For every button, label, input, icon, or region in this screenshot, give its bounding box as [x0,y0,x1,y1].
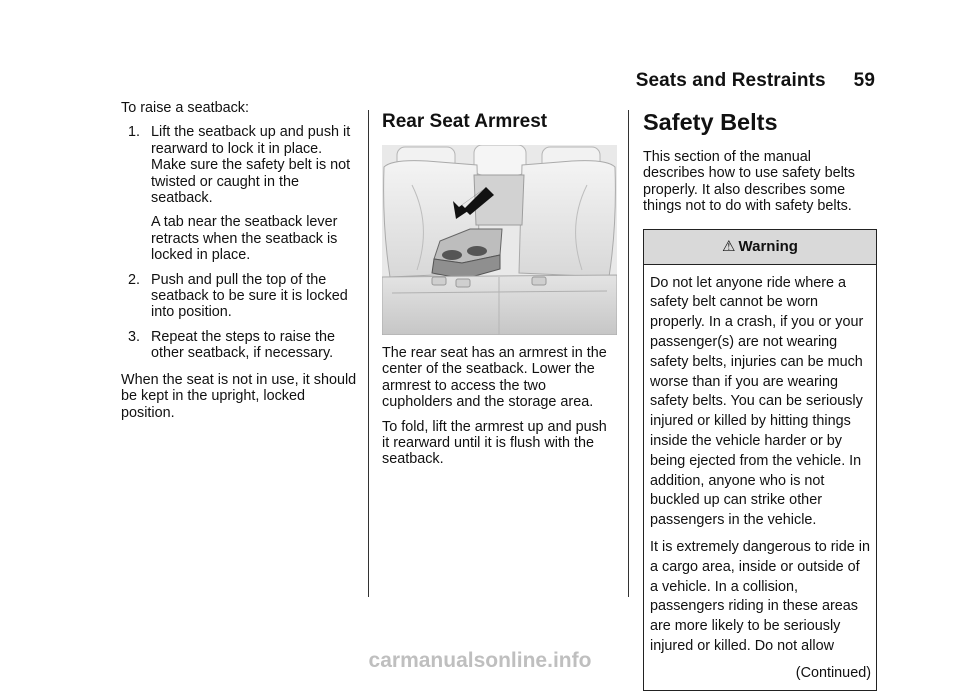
column-left [121,100,361,429]
page-number: 59 [853,70,875,91]
step-text: Lift the seatback up and push it rearward to lock it in place. Make sure the safety belt is not twisted or caught in the seatback. [151,124,351,207]
warning-paragraph: It is extremely dangerous to ride in a cargo area, inside or outside of a vehicle. In a collision, passengers riding in these areas are more likely to be seriously injured or killed. Do not allow [650,538,870,654]
list-item [121,329,361,362]
warning-box [643,229,877,691]
column-divider [628,110,629,597]
step-number: 1. [128,124,141,141]
page-header [636,70,875,92]
column-middle [382,100,612,476]
step-number: 2. [128,271,141,288]
outro-text: When the seat is not in use, it should be kept in the upright, locked position. [121,371,357,421]
list-item [121,272,361,321]
step-text: Repeat the steps to raise the other seatback, if necessary. [151,328,335,362]
column-right [643,100,875,691]
warning-triangle-icon: ⚠ [722,237,736,255]
subsection-heading: Rear Seat Armrest [382,111,548,132]
warning-paragraph: Do not let anyone ride where a safety belt cannot be worn properly. In a crash, if you or your passenger(s) are not wearing safety belts, injuries can be much worse than if you are wearing safety belts. You can be seriously injured or killed by hitting things inside the vehicle harder or by being ejected from the vehicle. In addition, anyone who is not buckled up can strike other passengers in the vehicle. [650,274,864,529]
steps-list [121,124,361,361]
section-heading: Safety Belts [643,109,778,135]
paragraph: This section of the manual describes how to use safety belts properly. It also describes some things not to do with safety belts. [643,149,855,215]
list-item [121,124,361,263]
warning-header [644,230,876,265]
step-text: Push and pull the top of the seatback to be sure it is locked into position. [151,271,348,321]
watermark: carmanualsonline.info [368,649,592,672]
continued-label: (Continued) [795,664,871,681]
step-note: A tab near the seatback lever retracts when the seatback is locked in place. [151,214,338,264]
warning-body [644,265,876,690]
paragraph: To fold, lift the armrest up and push it rearward until it is flush with the seatback. [382,418,607,468]
warning-title: Warning [738,237,798,255]
column-divider [368,110,369,597]
paragraph: The rear seat has an armrest in the center of the seatback. Lower the armrest to access the two cupholders and the storage area. [382,345,607,411]
step-number: 3. [128,328,141,345]
armrest-illustration [382,145,617,335]
intro-text: To raise a seatback: [121,100,249,116]
section-title: Seats and Restraints [635,70,826,91]
